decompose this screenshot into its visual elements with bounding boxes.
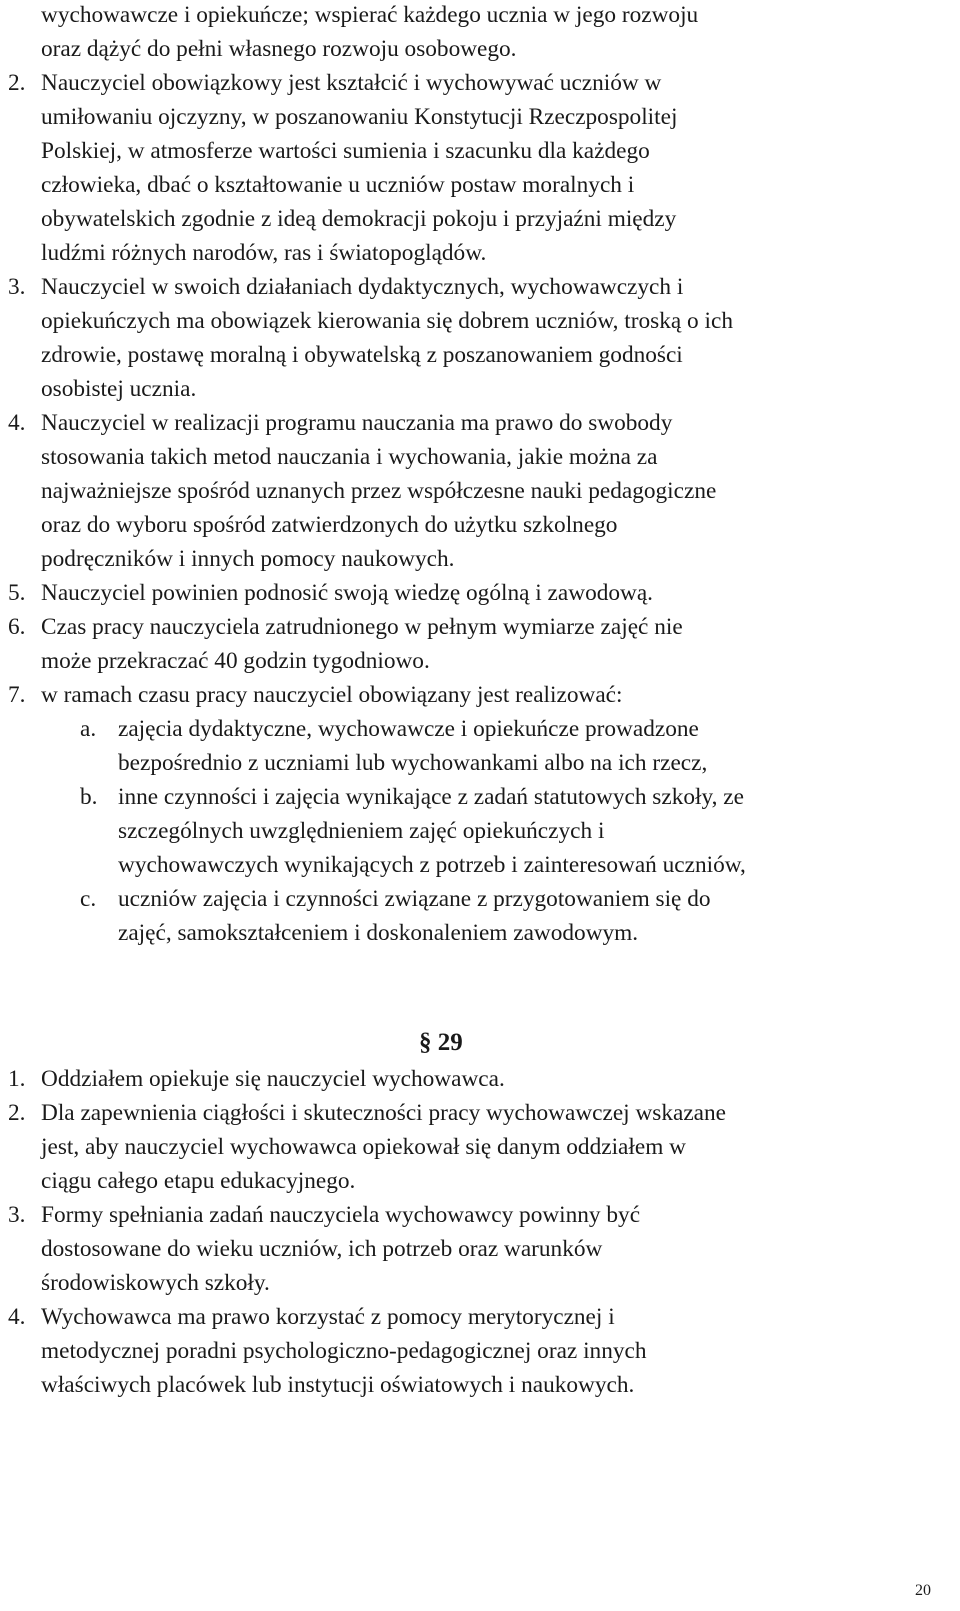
text-line: Nauczyciel w swoich działaniach dydaktycznych, wychowawczych i: [41, 274, 684, 300]
list-number: 7.: [8, 682, 26, 708]
text-line: ludźmi różnych narodów, ras i światopoglądów.: [41, 240, 487, 266]
text-line: jest, aby nauczyciel wychowawca opiekował się danym oddziałem w: [41, 1134, 686, 1160]
text-line: Formy spełniania zadań nauczyciela wychowawcy powinny być: [41, 1202, 641, 1228]
text-line: obywatelskich zgodnie z ideą demokracji pokoju i przyjaźni między: [41, 206, 677, 232]
list-number: 2.: [8, 70, 26, 96]
text-line: wychowawcze i opiekuńcze; wspierać każdego ucznia w jego rozwoju: [41, 2, 699, 28]
sublist-letter: b.: [80, 784, 98, 810]
text-line: najważniejsze spośród uznanych przez współczesne nauki pedagogiczne: [41, 478, 717, 504]
text-line: zdrowie, postawę moralną i obywatelską z poszanowaniem godności: [41, 342, 683, 368]
list-number: 1.: [8, 1066, 26, 1092]
text-line: stosowania takich metod nauczania i wychowania, jakie można za: [41, 444, 658, 470]
text-line: bezpośrednio z uczniami lub wychowankami albo na ich rzecz,: [118, 750, 708, 776]
text-line: zajęcia dydaktyczne, wychowawcze i opiekuńcze prowadzone: [118, 716, 699, 742]
text-line: metodycznej poradni psychologiczno-pedagogicznej oraz innych: [41, 1338, 647, 1364]
page-number: 20: [915, 1582, 931, 1599]
text-line: osobistej ucznia.: [41, 376, 197, 402]
text-line: Polskiej, w atmosferze wartości sumienia i szacunku dla każdego: [41, 138, 650, 164]
text-line: Oddziałem opiekuje się nauczyciel wychowawca.: [41, 1066, 505, 1092]
text-line: inne czynności i zajęcia wynikające z zadań statutowych szkoły, ze: [118, 784, 744, 810]
section-heading: § 29: [419, 1029, 463, 1056]
text-line: podręczników i innych pomocy naukowych.: [41, 546, 455, 572]
list-number: 5.: [8, 580, 26, 606]
text-line: Dla zapewnienia ciągłości i skuteczności pracy wychowawczej wskazane: [41, 1100, 727, 1126]
text-line: Czas pracy nauczyciela zatrudnionego w pełnym wymiarze zajęć nie: [41, 614, 683, 640]
text-line: Nauczyciel obowiązkowy jest kształcić i wychowywać uczniów w: [41, 70, 662, 96]
text-line: człowieka, dbać o kształtowanie u uczniów postaw moralnych i: [41, 172, 635, 198]
sublist-letter: a.: [80, 716, 97, 742]
text-line: środowiskowych szkoły.: [41, 1270, 270, 1296]
text-line: może przekraczać 40 godzin tygodniowo.: [41, 648, 430, 674]
text-line: opiekuńczych ma obowiązek kierowania się dobrem uczniów, troską o ich: [41, 308, 733, 334]
text-line: dostosowane do wieku uczniów, ich potrzeb oraz warunków: [41, 1236, 603, 1262]
list-number: 4.: [8, 410, 26, 436]
list-number: 3.: [8, 1202, 26, 1228]
list-number: 3.: [8, 274, 26, 300]
text-line: uczniów zajęcia i czynności związane z przygotowaniem się do: [118, 886, 711, 912]
text-line: oraz dążyć do pełni własnego rozwoju osobowego.: [41, 36, 517, 62]
list-number: 2.: [8, 1100, 26, 1126]
text-line: wychowawczych wynikających z potrzeb i zainteresowań uczniów,: [118, 852, 746, 878]
sublist-letter: c.: [80, 886, 97, 912]
list-number: 4.: [8, 1304, 26, 1330]
text-line: ciągu całego etapu edukacyjnego.: [41, 1168, 356, 1194]
text-line: Nauczyciel w realizacji programu nauczania ma prawo do swobody: [41, 410, 673, 436]
text-line: zajęć, samokształceniem i doskonaleniem zawodowym.: [118, 920, 639, 946]
list-number: 6.: [8, 614, 26, 640]
text-line: umiłowaniu ojczyzny, w poszanowaniu Konstytucji Rzeczpospolitej: [41, 104, 678, 130]
text-line: właściwych placówek lub instytucji oświatowych i naukowych.: [41, 1372, 635, 1398]
text-line: szczególnych uwzględnieniem zajęć opiekuńczych i: [118, 818, 605, 844]
text-line: Wychowawca ma prawo korzystać z pomocy merytorycznej i: [41, 1304, 615, 1330]
text-line: Nauczyciel powinien podnosić swoją wiedzę ogólną i zawodową.: [41, 580, 653, 606]
text-line: oraz do wyboru spośród zatwierdzonych do użytku szkolnego: [41, 512, 618, 538]
text-line: w ramach czasu pracy nauczyciel obowiązany jest realizować:: [41, 682, 623, 708]
